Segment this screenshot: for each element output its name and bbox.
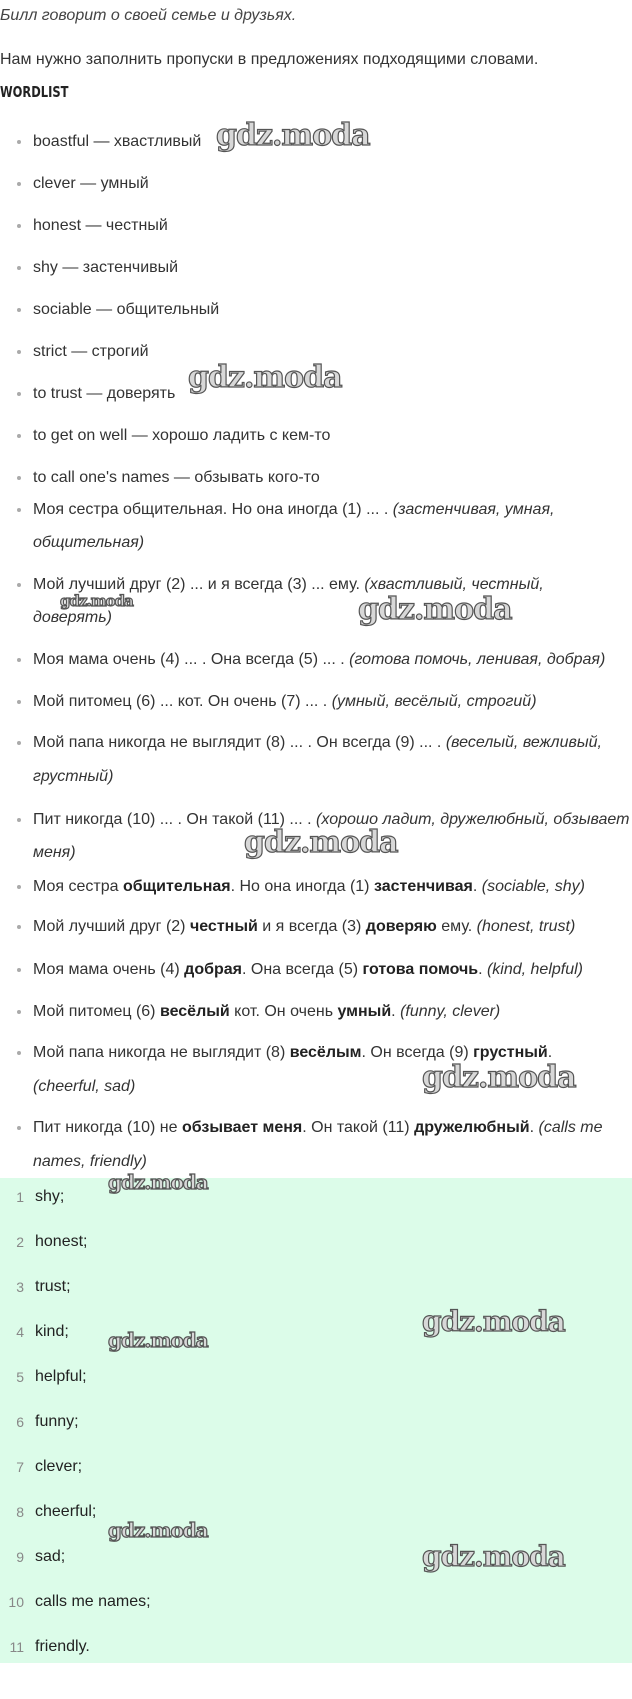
bullet-icon [17, 925, 21, 929]
bullet-icon [17, 1010, 21, 1014]
hint-text: (умный, весёлый, строгий) [331, 693, 537, 710]
answer-number: 7 [16, 1459, 24, 1475]
answer-item: sad; [35, 1548, 66, 1565]
instruction: Нам нужно заполнить пропуски в предложениях подходящими словами. [0, 51, 539, 68]
answer-item: helpful; [35, 1368, 87, 1385]
answer-word: застенчивая [373, 878, 473, 895]
hint-text: доверять) [33, 609, 112, 626]
sentence-text: . Он всегда (9) [361, 1044, 474, 1061]
wordlist-item: clever — умный [33, 175, 149, 192]
sentence-text: Моя сестра общительная. Но она иногда (1) ... . [33, 501, 393, 518]
answer-number: 6 [16, 1414, 24, 1430]
sentence-text: Моя сестра [33, 878, 123, 895]
hint-text: (calls me [538, 1119, 603, 1136]
bullet-icon [17, 476, 21, 480]
watermark-logo: gdz.moda [422, 1305, 565, 1338]
answer-number: 9 [16, 1549, 24, 1565]
answer-sentence [33, 1001, 500, 1023]
answer-item: cheerful; [35, 1503, 97, 1520]
bullet-icon [17, 968, 21, 972]
bullet-icon [17, 266, 21, 270]
sentence-text: . Она всегда (5) [241, 961, 363, 978]
answer-number: 2 [16, 1234, 24, 1250]
bullet-icon [17, 583, 21, 587]
bullet-icon [17, 308, 21, 312]
bullet-icon [17, 350, 21, 354]
task-item [33, 842, 76, 864]
bullet-icon [17, 741, 21, 745]
bullet-icon [17, 885, 21, 889]
watermark-logo: gdz.moda [422, 1540, 565, 1573]
task-item [33, 607, 112, 629]
answer-word: готова помочь [362, 961, 479, 978]
bullet-icon [17, 392, 21, 396]
bullet-icon [17, 140, 21, 144]
bullet-icon [17, 434, 21, 438]
answer-word: обзывает меня [181, 1119, 303, 1136]
watermark-logo: gdz.moda [422, 1060, 576, 1095]
sentence-text: . [547, 1044, 553, 1061]
watermark-logo: gdz.moda [108, 1170, 208, 1194]
answer-word: умный [337, 1003, 392, 1020]
task-item [33, 691, 537, 713]
answer-number: 8 [16, 1504, 24, 1520]
sentence-text: Пит никогда (10) ... . Он такой (11) ... . [33, 811, 317, 828]
answer-item: friendly. [35, 1638, 90, 1655]
hint-text: грустный) [33, 768, 114, 785]
sentence-text: Мой питомец (6) [33, 1003, 160, 1020]
answer-number: 10 [8, 1594, 24, 1610]
page-title: Билл говорит о своей семье и друзьях. [0, 7, 297, 24]
wordlist-item: sociable — общительный [33, 301, 220, 318]
watermark-logo: gdz.moda [244, 825, 398, 860]
sentence-text: и я всегда (3) [257, 918, 366, 935]
answer-sentence [33, 876, 585, 898]
task-item [33, 732, 602, 754]
wordlist-item: to call one's names — обзывать кого-то [33, 469, 320, 486]
sentence-text: . [529, 1119, 539, 1136]
answer-word: добрая [184, 961, 242, 978]
answer-number: 11 [9, 1639, 24, 1655]
bullet-icon [17, 818, 21, 822]
hint-text: общительная) [33, 534, 145, 551]
sentence-text: Мой папа никогда не выглядит (8) ... . Он всегда (9) ... . [33, 734, 446, 751]
bullet-icon [17, 658, 21, 662]
sentence-text: Мой лучший друг (2) ... и я всегда (3) ... ему. [33, 576, 365, 593]
hint-text: names, friendly) [33, 1153, 147, 1170]
watermark-logo: gdz.moda [216, 118, 370, 153]
answer-word: весёлым [289, 1044, 362, 1061]
watermark-logo: gdz.moda [358, 592, 512, 627]
sentence-text: Мой лучший друг (2) [33, 918, 190, 935]
answer-item: honest; [35, 1233, 88, 1250]
wordlist-item: shy — застенчивый [33, 259, 179, 276]
bullet-icon [17, 182, 21, 186]
sentence-text: . Но она иногда (1) [230, 878, 374, 895]
bullet-icon [17, 224, 21, 228]
watermark-logo: gdz.moda [108, 1518, 208, 1542]
wordlist-item: honest — честный [33, 217, 168, 234]
answer-number: 3 [16, 1279, 24, 1295]
hint-text: (хвастливый, честный, [364, 576, 544, 593]
answer-number: 1 [16, 1189, 24, 1205]
wordlist-item: to get on well — хорошо ладить с кем-то [33, 427, 331, 444]
hint-text: меня) [33, 844, 76, 861]
wordlist-item: boastful — хвастливый [33, 133, 202, 150]
answer-item: kind; [35, 1323, 69, 1340]
answer-word: честный [189, 918, 258, 935]
hint-text: (kind, helpful) [486, 961, 583, 978]
bullet-icon [17, 508, 21, 512]
answer-sentence [33, 916, 575, 938]
answer-number: 5 [16, 1369, 24, 1385]
answer-word: грустный [473, 1044, 548, 1061]
task-item [33, 649, 605, 671]
sentence-text: Пит никогда (10) не [33, 1119, 182, 1136]
wordlist-item: to trust — доверять [33, 385, 176, 402]
task-item [33, 499, 554, 521]
hint-text: (застенчивая, умная, [392, 501, 555, 518]
sentence-text: кот. Он очень [229, 1003, 338, 1020]
hint-text: (funny, clever) [400, 1003, 501, 1020]
answer-sentence [33, 1117, 603, 1139]
answer-item: trust; [35, 1278, 71, 1295]
hint-text: (sociable, shy) [481, 878, 585, 895]
sentence-text: Моя мама очень (4) ... . Она всегда (5) ... . [33, 651, 350, 668]
bullet-icon [17, 1126, 21, 1130]
sentence-text: Мой папа никогда не выглядит (8) [33, 1044, 290, 1061]
task-item [33, 766, 113, 788]
bullet-icon [17, 700, 21, 704]
hint-text: (хорошо ладит, дружелюбный, обзывает [316, 811, 630, 828]
bullet-icon [17, 1051, 21, 1055]
answer-word: доверяю [365, 918, 437, 935]
sentence-text: Мой питомец (6) ... кот. Он очень (7) ... . [33, 693, 332, 710]
hint-text: (cheerful, sad) [33, 1078, 136, 1095]
answer-number: 4 [16, 1324, 24, 1340]
wordlist-heading: WORDLIST [0, 83, 69, 101]
answer-sentence [33, 959, 583, 981]
answer-word: дружелюбный [414, 1119, 530, 1136]
watermark-logo: gdz.moda [108, 1328, 208, 1352]
watermark-logo: gdz.moda [60, 592, 133, 610]
wordlist-item: strict — строгий [33, 343, 149, 360]
sentence-text: . [391, 1003, 401, 1020]
hint-text: (honest, trust) [476, 918, 576, 935]
watermark-logo: gdz.moda [188, 360, 342, 395]
sentence-text: ему. [436, 918, 477, 935]
answer-item: calls me names; [35, 1593, 151, 1610]
sentence-text: . [478, 961, 487, 978]
hint-text: (готова помочь, ленивая, добрая) [349, 651, 606, 668]
answer-sentence [33, 1076, 135, 1098]
answer-word: весёлый [159, 1003, 230, 1020]
answer-item: funny; [35, 1413, 79, 1430]
sentence-text: . Он такой (11) [302, 1119, 415, 1136]
sentence-text: Моя мама очень (4) [33, 961, 185, 978]
task-item [33, 532, 144, 554]
sentence-text: . [472, 878, 482, 895]
answer-item: shy; [35, 1188, 65, 1205]
hint-text: (веселый, вежливый, [445, 734, 602, 751]
answer-word: общительная [122, 878, 231, 895]
answer-item: clever; [35, 1458, 83, 1475]
